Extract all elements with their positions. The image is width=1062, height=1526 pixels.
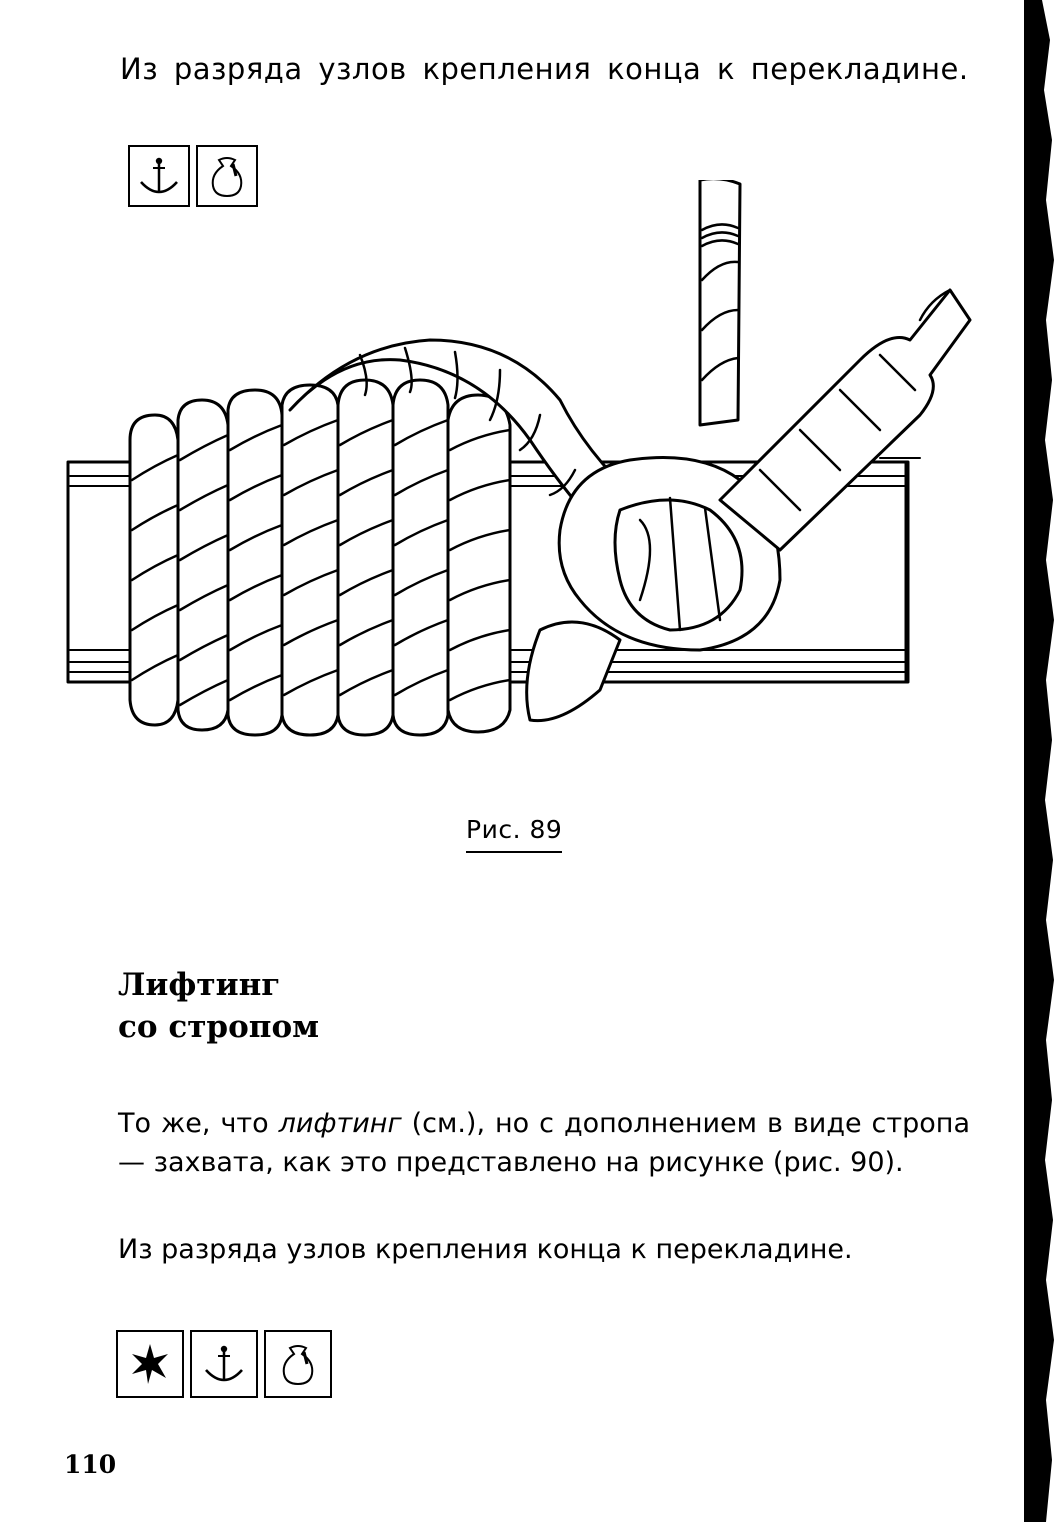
- section-title-line1: Лифтинг: [118, 967, 281, 1003]
- paragraph-text-after: (см.), но с дополнением в виде стропа — захвата, как это представлено на рисунке (рис. 90).: [118, 1108, 970, 1178]
- bottom-icon-row: [116, 1330, 332, 1398]
- section-title: [118, 964, 319, 1048]
- description-paragraph: [118, 1104, 970, 1182]
- anchor-icon: [190, 1330, 258, 1398]
- classification-line-top: Из разряда узлов крепления конца к перекладине.: [120, 52, 969, 86]
- classification-line-bottom: Из разряда узлов крепления конца к перекладине.: [118, 1234, 853, 1265]
- scanned-page-edge: [1016, 0, 1062, 1522]
- page-number: 110: [64, 1450, 117, 1479]
- figure-caption: Рис. 89: [466, 815, 563, 844]
- cross-reference-term: лифтинг: [278, 1108, 402, 1139]
- caption-underline: [466, 851, 562, 853]
- star-burst-icon: [116, 1330, 184, 1398]
- sack-icon: [264, 1330, 332, 1398]
- section-title-line2: со стропом: [118, 1009, 320, 1045]
- paragraph-text-before: То же, что: [118, 1108, 279, 1139]
- rope-figure-89: [60, 180, 980, 740]
